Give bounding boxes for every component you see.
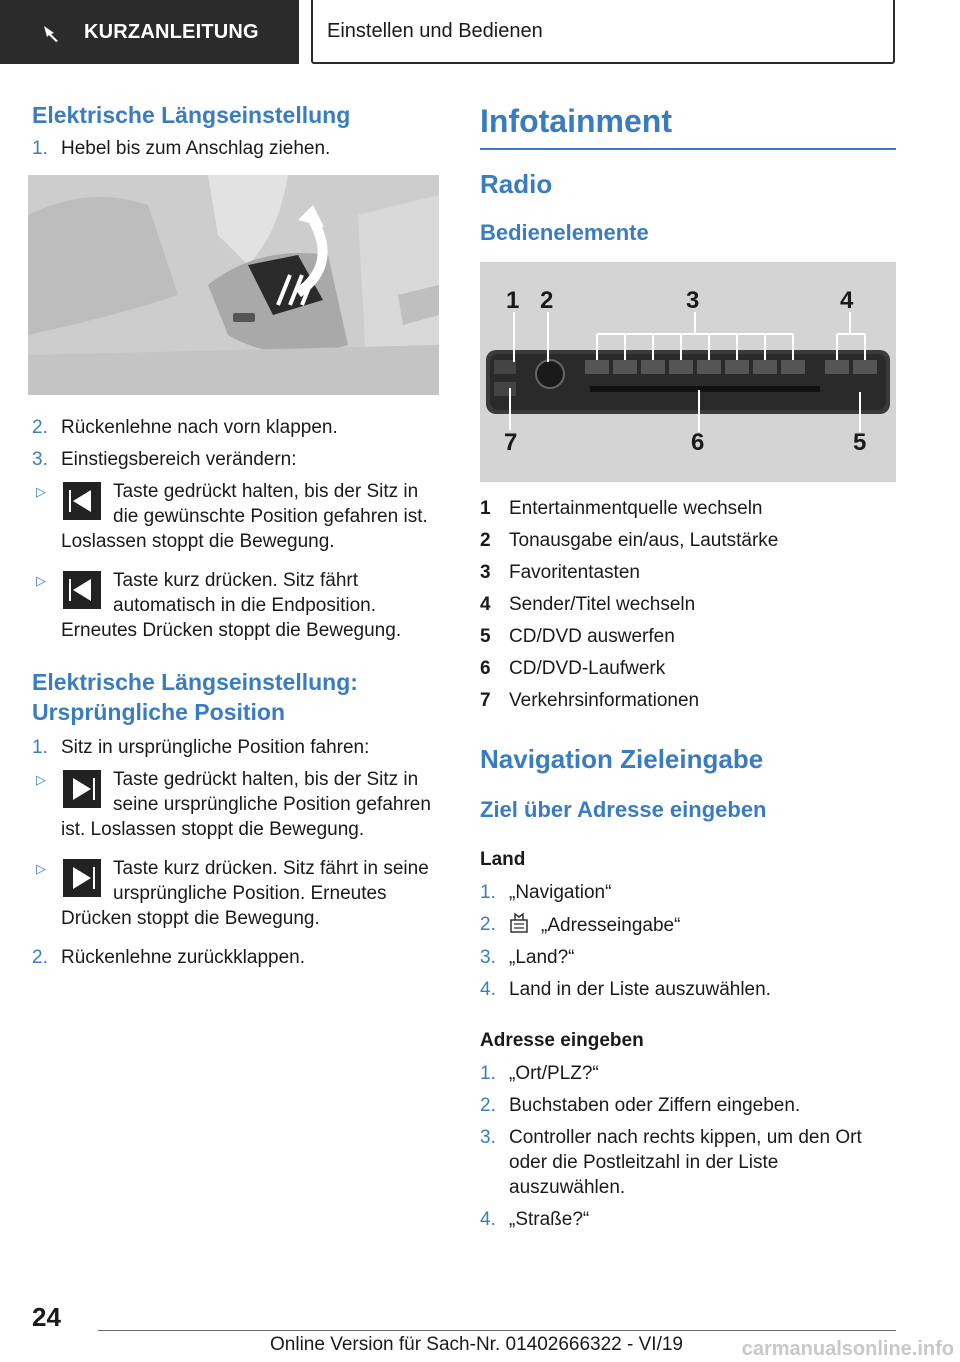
list-item: 1. „Ort/PLZ?“ (480, 1063, 599, 1084)
seat-lever-figure (28, 175, 439, 395)
list-item: 3. „Land?“ (480, 947, 575, 968)
arrow-right-button-icon (63, 770, 101, 808)
list-item: 1. Hebel bis zum Anschlag ziehen. (32, 138, 331, 159)
legend-item: 5 CD/DVD auswerfen (480, 626, 675, 647)
address-entry-icon (509, 912, 529, 934)
quick-guide-icon (42, 24, 64, 42)
sub-list-item: ▷ Taste kurz drücken. Sitz fährt automatisch in die Endposition. Erneutes Drücken stoppt die Bewegung. (36, 570, 402, 641)
list-item: 2. Buchstaben oder Ziffern eingeben. (480, 1095, 801, 1116)
sub-list-item: ▷ Taste kurz drücken. Sitz fährt in seine ursprüngliche Position. Erneutes Drücken stoppt die Bewegung. (36, 858, 429, 929)
arrow-left-button-icon (63, 571, 101, 609)
legend-item: 1 Entertainmentquelle wechseln (480, 498, 763, 519)
heading-radio: Radio (480, 169, 553, 199)
arrow-left-button-icon (63, 482, 101, 520)
adresse-label: Adresse eingeben (480, 1030, 644, 1051)
section-title: Einstellen und Bedienen (311, 0, 895, 64)
quick-guide-label: KURZANLEITUNG (84, 20, 259, 43)
heading-urspruengliche-position: Elektrische Längseinstellung: Ursprüngliche Position (32, 669, 358, 725)
figure-label-6: 6 (691, 429, 705, 456)
figure-label-4: 4 (840, 287, 854, 314)
sub-list-item: ▷ Taste gedrückt halten, bis der Sitz in die gewünschte Position gefahren ist. Loslassen stoppt die Bewegung. (36, 481, 428, 552)
quick-guide-tab[interactable] (0, 0, 299, 64)
figure-label-3: 3 (686, 287, 700, 314)
land-steps (480, 880, 896, 1002)
watermark: carmanualsonline.info (741, 1338, 954, 1360)
list-item: 1. „Navigation“ (480, 882, 612, 903)
sub-list-item: ▷ Taste gedrückt halten, bis der Sitz in seine ursprüngliche Position gefahren ist. Loslassen stoppt die Bewegung. (36, 769, 431, 840)
figure-label-5: 5 (853, 429, 867, 456)
land-label: Land (480, 849, 526, 870)
heading-laengseinstellung: Elektrische Längseinstellung (32, 102, 351, 128)
right-column (480, 100, 896, 1239)
legend-item: 4 Sender/Titel wechseln (480, 594, 696, 615)
legend-list (480, 496, 896, 713)
heading-infotainment: Infotainment (480, 100, 896, 150)
heading-navigation: Navigation Zieleingabe (480, 744, 764, 774)
list-item: 4. Land in der Liste auszuwählen. (480, 979, 771, 1000)
figure-label-7: 7 (504, 429, 518, 456)
figure-label-2: 2 (540, 287, 554, 314)
triangle-bullet-icon: ▷ (36, 861, 46, 876)
triangle-bullet-icon: ▷ (36, 772, 46, 787)
footer-online-version: Online Version für Sach-Nr. 01402666322 - VI/19 (270, 1334, 683, 1355)
seat-lever-illustration (28, 175, 439, 395)
list-item: 3. Einstiegsbereich verändern: (32, 449, 297, 470)
triangle-bullet-icon: ▷ (36, 484, 46, 499)
heading-ziel-adresse: Ziel über Adresse eingeben (480, 797, 767, 822)
legend-item: 6 CD/DVD-Laufwerk (480, 658, 666, 679)
list-item: 3. Controller nach rechts kippen, um den Ort oder die Postleitzahl in der Liste auszuwählen. (480, 1127, 862, 1198)
radio-controls-figure (480, 262, 896, 482)
legend-item: 7 Verkehrsinformationen (480, 690, 700, 711)
page-number: 24 (32, 1302, 61, 1332)
list-item: 2. Rückenlehne nach vorn klappen. (32, 417, 338, 438)
list-item: 1. Sitz in ursprüngliche Position fahren: (32, 737, 370, 758)
list-item: 4. „Straße?“ (480, 1209, 590, 1230)
arrow-right-button-icon (63, 859, 101, 897)
page-header (0, 0, 960, 66)
footer-divider (98, 1330, 896, 1331)
figure-label-1: 1 (506, 287, 520, 314)
triangle-bullet-icon: ▷ (36, 573, 46, 588)
radio-panel-illustration (480, 262, 896, 482)
legend-item: 3 Favoritentasten (480, 562, 640, 583)
legend-item: 2 Tonausgabe ein/aus, Lautstärke (480, 530, 779, 551)
list-item: 2. „Adresseingabe“ (480, 914, 681, 936)
heading-bedienelemente: Bedienelemente (480, 220, 649, 245)
adresse-steps (480, 1061, 896, 1232)
list-item: 2. Rückenlehne zurückklappen. (32, 947, 305, 968)
left-column (32, 100, 444, 977)
